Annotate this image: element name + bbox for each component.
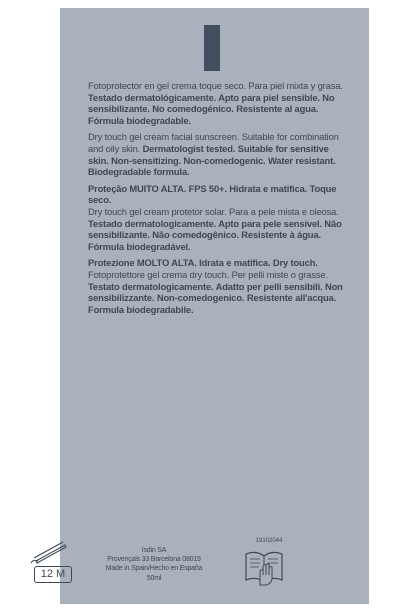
copy-es — [88, 80, 346, 126]
copy-pt-heading: Proteção MUITO ALTA. FPS 50+. Hidrata e matifica. Toque seco. — [88, 182, 337, 206]
copy-en — [88, 131, 346, 177]
product-copy — [88, 80, 346, 315]
volume: 50ml — [146, 574, 162, 582]
copy-es-bold: Testado dermatológicamente. Apto para piel sensible. No sensibilizante. No comedogénico. Resistente al agua. Fórmula biodegradable. — [88, 91, 335, 126]
copy-es-normal: Fotoprotector en gel crema toque seco. Para piel mixta y grasa. — [88, 80, 343, 91]
company-info — [94, 546, 214, 583]
company-name: Isdin SA — [141, 547, 167, 554]
pao-label: 12 M — [34, 566, 72, 583]
copy-pt-normal: Dry touch gel cream protetor solar. Para a pele mista e oleosa. — [88, 205, 339, 217]
company-address: Provençals 33 Barcelona 08019 — [107, 556, 201, 564]
copy-it-normal: Fotoprotettore gel crema dry touch. Per pelli miste o grasse. — [88, 268, 328, 280]
lot-code: 19102044 — [255, 538, 283, 544]
origin-line: Made in Spain/Hecho en España — [105, 565, 203, 573]
color-band — [204, 25, 220, 71]
copy-it-heading: Protezione MOLTO ALTA. Idrata e matifica. Dry touch. — [88, 257, 318, 269]
label-panel — [60, 8, 369, 604]
copy-en-bold: Dermatologist tested. Suitable for sensitive skin. Non-sensitizing. Non-comedogenic. Water resistant. Biodegradable formula. — [88, 142, 336, 178]
copy-it-bold: Testato dermatologicamente. Adatto per pelli sensibili. Non sensibilizzante. Non-comedogenico. Resistente all'acqua. Formula biodegradabile. — [88, 280, 343, 315]
copy-en-normal: Dry touch gel cream facial sunscreen. Suitable for combination and oily skin. — [88, 131, 339, 154]
copy-pt-bold: Testado dermatologicamente. Apto para pele sensível. Não sensibilizante. Não comedogênico. Resistente à água. Fórmula biodegradável. — [88, 217, 342, 252]
read-leaflet-icon — [242, 548, 286, 586]
